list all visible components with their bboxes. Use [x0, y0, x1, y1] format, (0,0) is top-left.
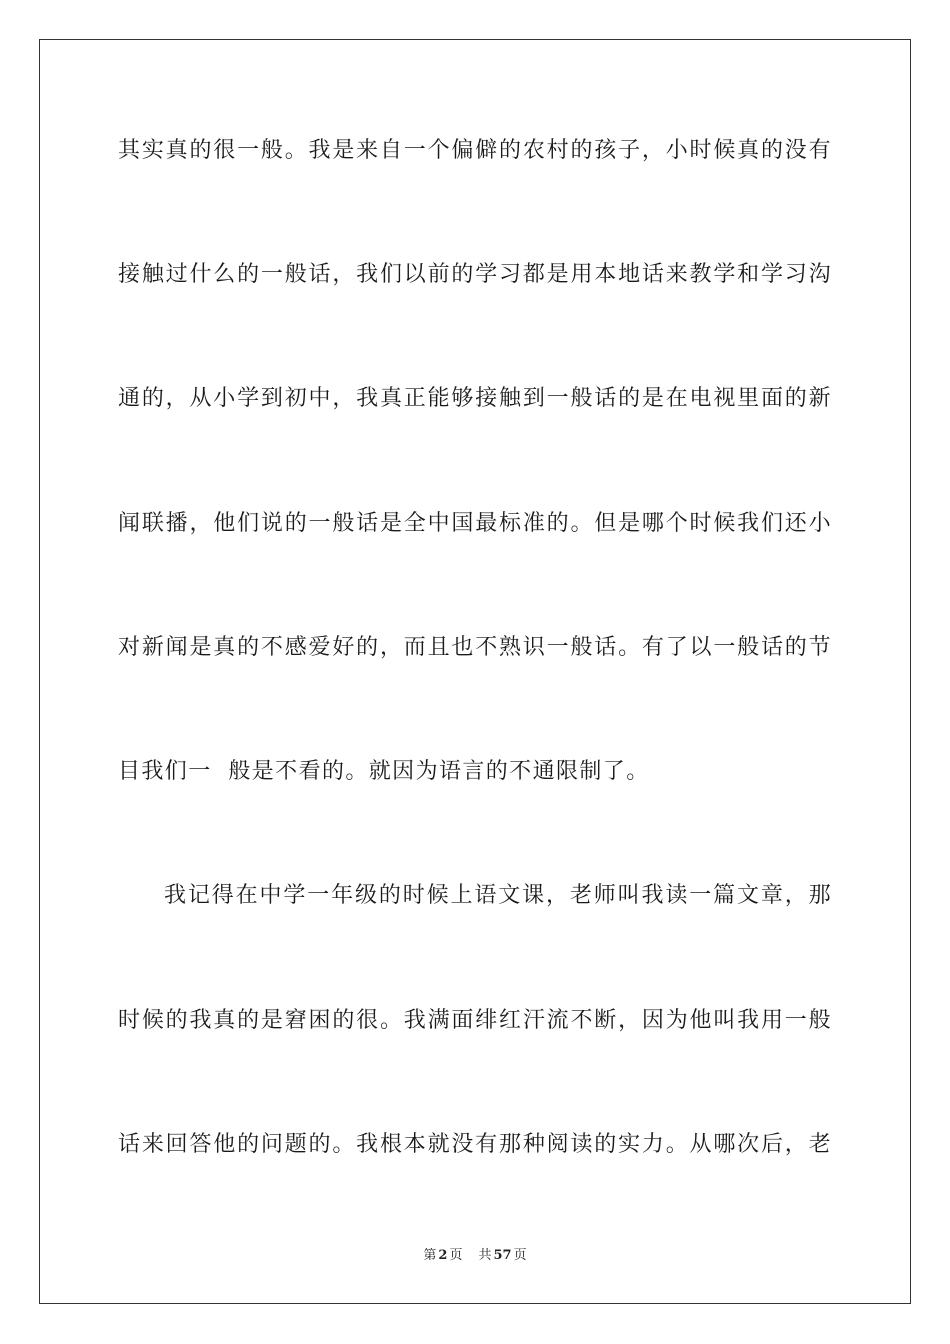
- text-line-1: 其实真的很一般。我是来自一个偏僻的农村的孩子，小时候真的没有: [118, 138, 832, 163]
- text-line-4: 闻联播，他们说的一般话是全中国最标准的。但是哪个时候我们还小: [118, 511, 832, 536]
- text-line-3: 通的，从小学到初中，我真正能够接触到一般话的是在电视里面的新: [118, 386, 832, 411]
- total-pages: 57: [493, 1248, 512, 1263]
- text-line-2: 接触过什么的一般话，我们以前的学习都是用本地话来教学和学习沟: [118, 262, 832, 287]
- page-footer: [0, 1247, 950, 1265]
- total-prefix: 共: [478, 1248, 492, 1263]
- paragraph-start-line: 我记得在中学一年级的时候上语文课，老师叫我读一篇文章，那: [164, 883, 832, 908]
- page-frame: [39, 39, 911, 1304]
- text-line-8: 时候的我真的是窘困的很。我满面绯红汗流不断，因为他叫我用一般: [118, 1008, 832, 1033]
- text-line-9: 话来回答他的问题的。我根本就没有那种阅读的实力。从哪次后，老: [118, 1132, 832, 1157]
- page-prefix: 第: [423, 1248, 437, 1263]
- total-suffix: 页: [513, 1248, 527, 1263]
- text-line-5: 对新闻是真的不感爱好的，而且也不熟识一般话。有了以一般话的节: [118, 635, 832, 660]
- page-suffix: 页: [449, 1248, 463, 1263]
- page-number: 2: [438, 1248, 448, 1263]
- text-line-6: 目我们一 般是不看的。就因为语言的不通限制了。: [118, 759, 650, 784]
